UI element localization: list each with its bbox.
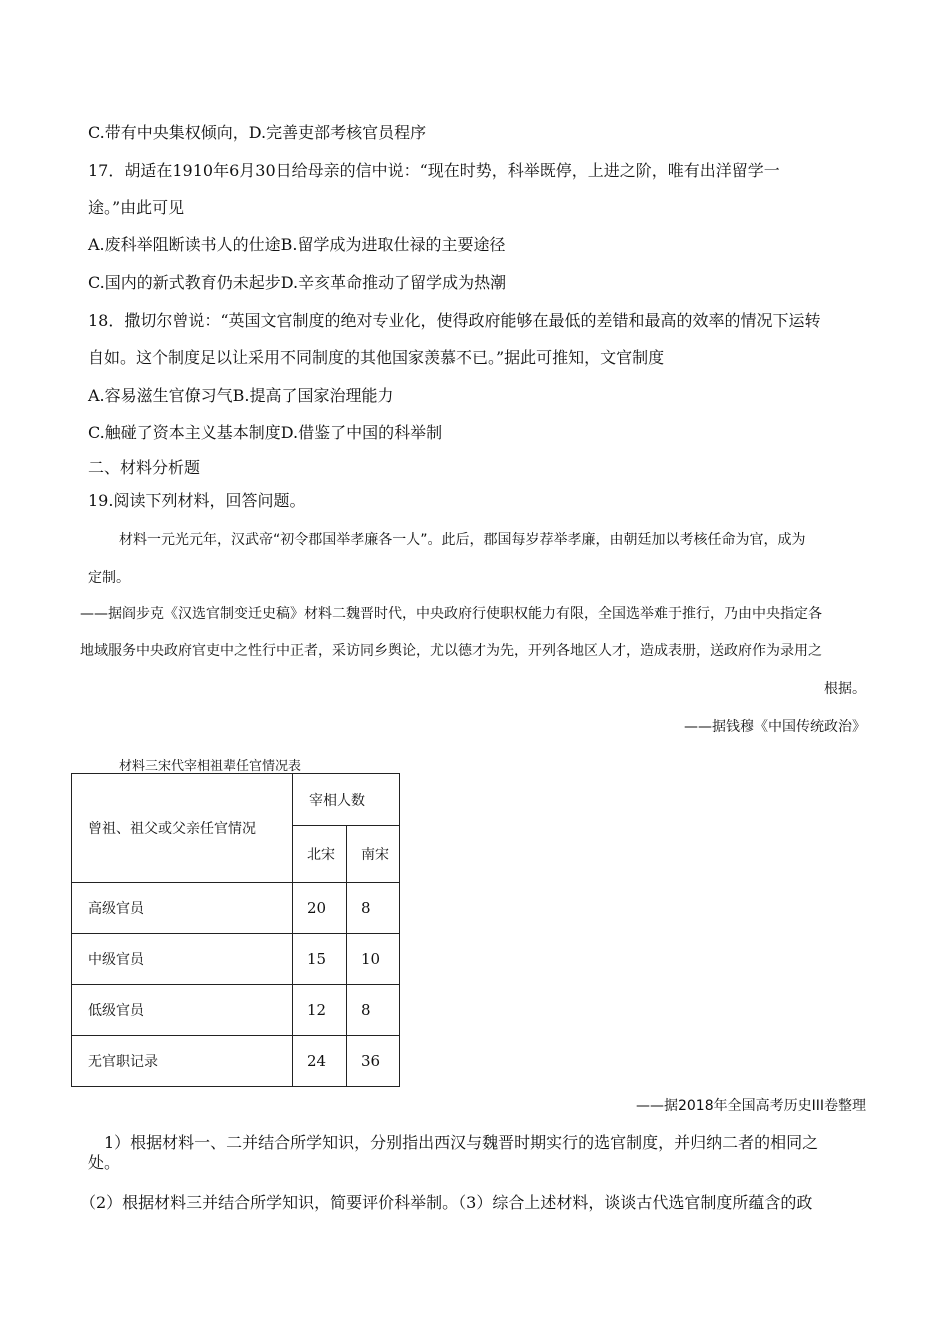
table-row-label: 低级官员 bbox=[72, 985, 293, 1036]
table-source-note: ——据2018年全国高考历史III卷整理 bbox=[635, 1098, 866, 1114]
table-caption: 材料三宋代宰相祖辈任官情况表 bbox=[119, 759, 302, 774]
table-row-label: 中级官员 bbox=[72, 934, 293, 985]
table-cell-north: 20 bbox=[293, 883, 347, 934]
material-two-cont: 地域服务中央政府官吏中之性行中正者，采访同乡舆论，尤以德才为先，开列各地区人才，造成表册，送政府作为录用之 bbox=[80, 643, 822, 659]
option-line-16cd: C.带有中央集权倾向，D.完善吏部考核官员程序 bbox=[88, 123, 427, 142]
table-cell-south: 8 bbox=[347, 883, 400, 934]
table-row bbox=[72, 985, 400, 1036]
section-heading: 二、材料分析题 bbox=[88, 458, 201, 477]
table-col-northern-song: 北宋 bbox=[293, 826, 347, 883]
table-row bbox=[72, 934, 400, 985]
material-two: ——据阎步克《汉选官制变迁史稿》材料二魏晋时代，中央政府行使职权能力有限，全国选举难于推行，乃由中央指定各 bbox=[80, 606, 822, 622]
song-chancellor-table bbox=[71, 773, 400, 1087]
question-17-options-ab: A.废科举阻断读书人的仕途B.留学成为进取仕禄的主要途径 bbox=[88, 235, 506, 254]
table-col-southern-song: 南宋 bbox=[347, 826, 400, 883]
material-two-source: ——据钱穆《中国传统政治》 bbox=[684, 719, 866, 735]
question-19-part-1: 1）根据材料一、二并结合所学知识，分别指出西汉与魏晋时期实行的选官制度，并归纳二者的相同之 bbox=[104, 1133, 819, 1152]
table-cell-south: 10 bbox=[347, 934, 400, 985]
question-18-options-ab: A.容易滋生官僚习气B.提高了国家治理能力 bbox=[88, 386, 394, 405]
table-header-origin: 曾祖、祖父或父亲任官情况 bbox=[72, 774, 293, 883]
table-cell-north: 24 bbox=[293, 1036, 347, 1087]
question-17-stem-cont: 途。”由此可见 bbox=[88, 198, 185, 217]
table-cell-north: 15 bbox=[293, 934, 347, 985]
table-cell-south: 36 bbox=[347, 1036, 400, 1087]
table-cell-south: 8 bbox=[347, 985, 400, 1036]
material-two-end: 根据。 bbox=[824, 681, 866, 697]
question-18-stem: 18．撒切尔曾说：“英国文官制度的绝对专业化，使得政府能够在最低的差错和最高的效率的情况下运转 bbox=[88, 311, 821, 330]
question-18-stem-cont: 自如。这个制度足以让采用不同制度的其他国家羡慕不已。”据此可推知，文官制度 bbox=[88, 348, 665, 367]
table-header-count: 宰相人数 bbox=[293, 774, 400, 826]
table-row-label: 高级官员 bbox=[72, 883, 293, 934]
table-cell-north: 12 bbox=[293, 985, 347, 1036]
material-one-cont: 定制。 bbox=[88, 570, 130, 586]
table-row-label: 无官职记录 bbox=[72, 1036, 293, 1087]
material-one: 材料一元光元年，汉武帝“初令郡国举孝廉各一人”。此后，郡国每岁荐举孝廉，由朝廷加以考核任命为官，成为 bbox=[119, 532, 806, 548]
question-19-parts-2-3: （2）根据材料三并结合所学知识，简要评价科举制。（3）综合上述材料，谈谈古代选官制度所蕴含的政 bbox=[80, 1193, 813, 1212]
table-row bbox=[72, 883, 400, 934]
question-19-stem: 19.阅读下列材料，回答问题。 bbox=[88, 491, 306, 510]
question-17-stem: 17．胡适在1910年6月30日给母亲的信中说：“现在时势，科举既停，上进之阶，唯有出洋留学一 bbox=[88, 161, 780, 180]
question-17-options-cd: C.国内的新式教育仍未起步D.辛亥革命推动了留学成为热潮 bbox=[88, 273, 507, 292]
table-row bbox=[72, 1036, 400, 1087]
question-19-part-1-cont: 处。 bbox=[88, 1153, 121, 1172]
question-18-options-cd: C.触碰了资本主义基本制度D.借鉴了中国的科举制 bbox=[88, 423, 443, 442]
